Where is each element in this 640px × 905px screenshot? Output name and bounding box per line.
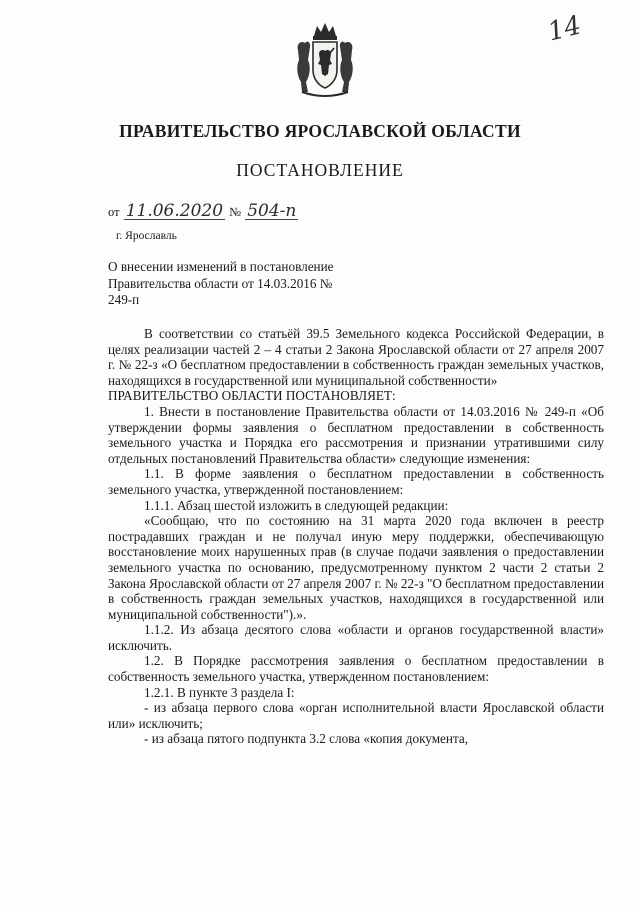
date-prefix: от bbox=[108, 205, 120, 219]
document-date: 11.06.2020 bbox=[125, 201, 224, 221]
document-body bbox=[108, 326, 604, 747]
paragraph-item-1-1-1: 1.1.1. Абзац шестой изложить в следующей редакции: bbox=[144, 497, 449, 513]
organization-title: ПРАВИТЕЛЬСТВО ЯРОСЛАВСКОЙ ОБЛАСТИ bbox=[119, 121, 521, 141]
document-number: 504-п bbox=[247, 201, 297, 221]
paragraph-resolves: ПРАВИТЕЛЬСТВО ОБЛАСТИ ПОСТАНОВЛЯЕТ: bbox=[108, 388, 396, 404]
paragraph-preamble: В соответствии со статьёй 39.5 Земельного кодекса Российской Федерации, в целях реализации частей 2 – 4 статьи 2 Закона Ярославской области от 27 апреля 2007 г. № 22-з «О бесплатном предоставлении в собственность граждан земельных участков, находящихся в государственной или муниципальной собственности» bbox=[108, 326, 604, 388]
paragraph-item-1-2-1: 1.2.1. В пункте 3 раздела I: bbox=[144, 684, 295, 700]
yaroslavl-coat-of-arms-icon bbox=[292, 20, 358, 100]
paragraph-item-1-1-2: 1.1.2. Из абзаца десятого слова «области и органов государственной власти» исключить. bbox=[108, 622, 604, 653]
number-prefix: № bbox=[229, 205, 242, 219]
paragraph-dash-2: - из абзаца пятого подпункта 3.2 слова «копия документа, bbox=[144, 731, 469, 747]
paragraph-dash-1: - из абзаца первого слова «орган исполнительной власти Ярославской области или» исключить; bbox=[108, 700, 604, 731]
paragraph-item-1-1: 1.1. В форме заявления о бесплатном предоставлении в собственность земельного участка, утвержденной постановлением: bbox=[108, 466, 604, 497]
city-label: г. Ярославль bbox=[116, 230, 177, 242]
handwritten-corner-mark: 14 bbox=[544, 10, 585, 48]
document-subject: О внесении изменений в постановление Правительства области от 14.03.2016 № 249-п bbox=[108, 259, 334, 307]
document-type-title: ПОСТАНОВЛЕНИЕ bbox=[236, 160, 404, 180]
date-number-line bbox=[108, 203, 299, 220]
paragraph-item-1: 1. Внести в постановление Правительства области от 14.03.2016 № 249-п «Об утверждении формы заявления о бесплатном предоставлении в собственность земельного участка и Порядка его рассмотрения и признании утратившими силу отдельных постановлений Правительства области» следующие изменения: bbox=[108, 403, 604, 466]
paragraph-quote: «Сообщаю, что по состоянию на 31 марта 2020 года включен в реестр пострадавших граждан и не получал иную меру поддержки, обеспечивающую восстановление моих нарушенных прав (в случае подачи заявления о предоставлении земельного участка по основанию, предусмотренному пунктом 2 части 2 статьи 2 Закона Ярославской области от 27 апреля 2007 г. № 22-з "О бесплатном предоставлении в собственность граждан земельных участков, находящихся в государственной или муниципальной собственности").». bbox=[108, 513, 604, 622]
paragraph-item-1-2: 1.2. В Порядке рассмотрения заявления о бесплатном предоставлении в собственность земельного участка, утвержденном постановлением: bbox=[108, 653, 604, 685]
